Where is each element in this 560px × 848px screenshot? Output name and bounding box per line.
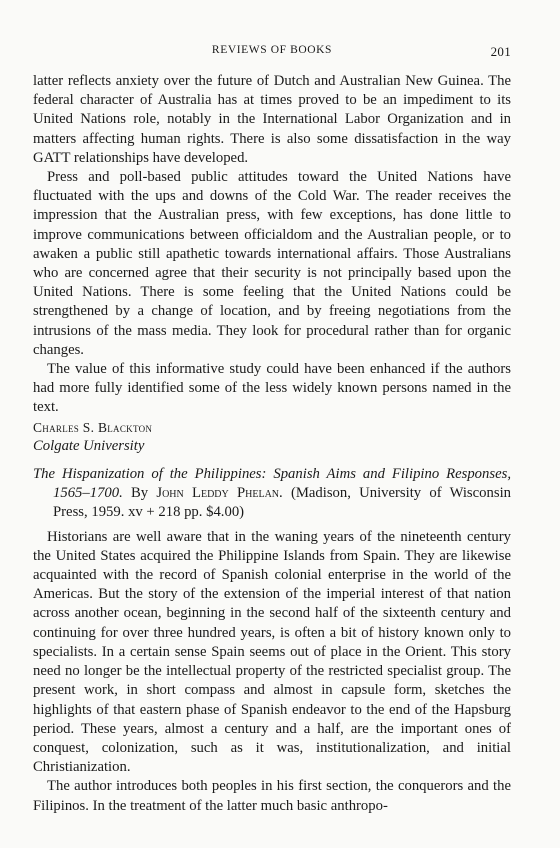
page-header xyxy=(33,44,511,64)
book-author: John Leddy Phelan. xyxy=(156,485,283,502)
book-citation xyxy=(33,465,511,523)
review2-paragraph: Historians are well aware that in the waning years of the nineteenth century the United States acquired the Philippine Islands from Spain. They are likewise acquainted with the record of Spanish colonial enterprise in the world of the Americas. But the story of the extension of the imperial interest of that nation across another ocean, beginning in the second half of the sixteenth century and continuing for over three hundred years, is often a bit of history known only to specialists. In a certain sense Spain seems out of place in the Orient. This story need no longer be the intellectual property of the restricted specialist group. The present work, in short compass and almost in capsule form, sketches the highlights of that eastern phase of Spanish endeavor to the end of the Hapsburg period. These years, almost a century and a half, are the important ones of conquest, colonization, such as it was, institutionalization, and initial Christianization. xyxy=(33,528,511,776)
publication-info: (Madison, University of Wisconsin Press, 1959. xv + 218 pp. $4.00) xyxy=(53,485,511,521)
running-head: REVIEWS OF BOOKS xyxy=(211,44,333,56)
review2-paragraph: The author introduces both peoples in his first section, the conquerors and the Filipinos. In the treatment of the latter much basic anthropo- xyxy=(33,778,511,814)
review1-paragraph: Press and poll-based public attitudes toward the United Nations have fluctuated with the ups and downs of the Cold War. The reader receives the impression that the Australian press, with few exceptions, has done little to improve communications between officialdom and the Australian people, or to awaken a public still apathetic towards international affairs. Those Australians who are concerned agree that their security is not principally based upon the United Nations. There is some feeling that the United Nations could be strengthened by a change of location, and by freeing negotiations from the intrusions of the mass media. They look for procedural rather than for organic changes. xyxy=(33,169,511,358)
review1-paragraph: latter reflects anxiety over the future of Dutch and Australian New Guinea. The federal character of Australia has at times proved to be an impediment to its United Nations role, notably in the International Labor Organization and in matters affecting human rights. There is also some dissatisfaction in the way GATT relationships have developed. xyxy=(33,73,511,166)
page-number: 201 xyxy=(490,44,511,59)
reviewer-affiliation: Colgate University xyxy=(33,437,145,454)
review1-paragraph: The value of this informative study could have been enhanced if the authors had more fully identified some of the less widely known persons named in the text. xyxy=(33,361,511,416)
reviewer-signature: Charles S. Blackton xyxy=(33,419,153,435)
page-body xyxy=(33,72,511,816)
citation-by: By xyxy=(131,485,149,502)
book-title: The Hispanization of the Philippines: Spanish Aims and Filipino Responses, 1565–1700. xyxy=(33,466,511,502)
